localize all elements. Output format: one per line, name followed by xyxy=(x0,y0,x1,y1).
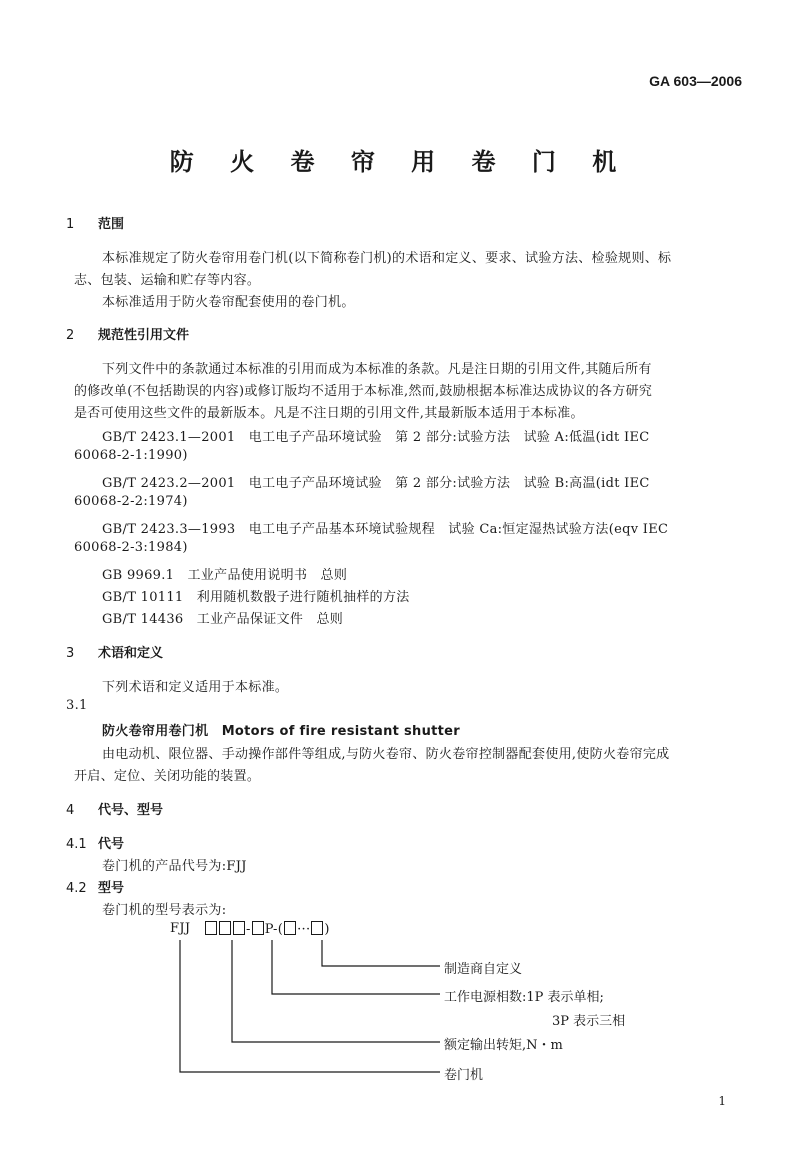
section-2-heading xyxy=(66,324,189,343)
term-heading: 防火卷帘用卷门机 Motors of fire resistant shutter xyxy=(102,724,461,739)
placeholder-box xyxy=(252,921,264,935)
placeholder-box xyxy=(311,921,323,935)
ellipsis: ··· xyxy=(297,922,311,937)
reference-line: GB/T 2423.2—2001 电工电子产品环境试验 第 2 部分:试验方法 试验 B:高温(idt IEC xyxy=(102,476,650,491)
paragraph: 的修改单(不包括勘误的内容)或修订版均不适用于本标准,然而,鼓励根据本标准达成协议的各方研究 xyxy=(74,384,653,399)
paragraph: 下列文件中的条款通过本标准的引用而成为本标准的条款。凡是注日期的引用文件,其随后所有 xyxy=(102,362,652,377)
section-1-heading xyxy=(66,213,124,232)
placeholder-box xyxy=(233,921,245,935)
section-4-heading xyxy=(66,799,163,818)
paragraph: 本标准适用于防火卷帘配套使用的卷门机。 xyxy=(102,295,355,310)
leader-line-phase xyxy=(272,940,440,994)
subsection-4-2-heading xyxy=(66,877,124,896)
paragraph: 本标准规定了防火卷帘用卷门机(以下简称卷门机)的术语和定义、要求、试验方法、检验规则、标 xyxy=(102,251,672,266)
reference-line: GB/T 10111 利用随机数骰子进行随机抽样的方法 xyxy=(102,590,410,605)
section-number: 2 xyxy=(66,328,75,343)
reference-line: GB/T 14436 工业产品保证文件 总则 xyxy=(102,612,344,627)
paragraph: 卷门机的产品代号为:FJJ xyxy=(102,859,247,874)
paragraph: 下列术语和定义适用于本标准。 xyxy=(102,680,289,695)
placeholder-box xyxy=(205,921,217,935)
leader-line-product-code xyxy=(180,940,440,1072)
placeholder-box xyxy=(219,921,231,935)
paragraph: 是否可使用这些文件的最新版本。凡是不注日期的引用文件,其最新版本适用于本标准。 xyxy=(74,406,584,421)
paragraph: 由电动机、限位器、手动操作部件等组成,与防火卷帘、防火卷帘控制器配套使用,使防火卷帘完成 xyxy=(102,747,670,762)
reference-line: GB 9969.1 工业产品使用说明书 总则 xyxy=(102,568,348,583)
section-title: 术语和定义 xyxy=(98,646,164,661)
dash: - xyxy=(246,922,251,937)
reference-line: 60068-2-2:1974) xyxy=(74,494,188,509)
subsection-title: 型号 xyxy=(98,881,125,896)
reference-line: GB/T 2423.3—1993 电工电子产品基本环境试验规程 试验 Ca:恒定湿热试验方法(eqv IEC xyxy=(102,522,669,537)
reference-line: GB/T 2423.1—2001 电工电子产品环境试验 第 2 部分:试验方法 试验 A:低温(idt IEC xyxy=(102,430,650,445)
placeholder-box xyxy=(284,921,296,935)
page-number: 1 xyxy=(718,1094,726,1108)
paragraph: 卷门机的型号表示为: xyxy=(102,903,227,918)
section-title: 规范性引用文件 xyxy=(98,328,190,343)
diagram-label-torque: 额定输出转矩,N・m xyxy=(444,1038,563,1053)
phase-suffix: P-( xyxy=(264,922,284,937)
paragraph: 开启、定位、关闭功能的装置。 xyxy=(74,769,261,784)
standard-number: GA 603—2006 xyxy=(649,73,742,89)
paragraph: 志、包装、运输和贮存等内容。 xyxy=(74,273,261,288)
close-paren: ) xyxy=(324,922,330,937)
reference-line: 60068-2-3:1984) xyxy=(74,540,188,555)
diagram-label-phase: 工作电源相数:1P 表示单相; xyxy=(444,990,604,1005)
section-title: 范围 xyxy=(98,217,125,232)
subsection-number: 3.1 xyxy=(66,698,88,713)
leader-line-manufacturer xyxy=(322,940,440,966)
subsection-title: 代号 xyxy=(98,837,125,852)
model-code-template xyxy=(204,921,330,937)
document-title: 防 火 卷 帘 用 卷 门 机 xyxy=(169,148,631,176)
diagram-label-phase-3p: 3P 表示三相 xyxy=(552,1014,626,1029)
diagram-label-product: 卷门机 xyxy=(444,1068,484,1083)
subsection-number: 4.1 xyxy=(66,837,87,852)
section-title: 代号、型号 xyxy=(98,803,164,818)
reference-line: 60068-2-1:1990) xyxy=(74,448,188,463)
section-number: 3 xyxy=(66,646,75,661)
diagram-label-manufacturer: 制造商自定义 xyxy=(444,962,523,977)
model-code-prefix: FJJ xyxy=(170,921,191,936)
leader-line-torque xyxy=(232,940,440,1042)
section-number: 4 xyxy=(66,803,75,818)
section-number: 1 xyxy=(66,217,75,232)
subsection-4-1-heading xyxy=(66,833,124,852)
subsection-number: 4.2 xyxy=(66,881,87,896)
section-3-heading xyxy=(66,642,163,661)
